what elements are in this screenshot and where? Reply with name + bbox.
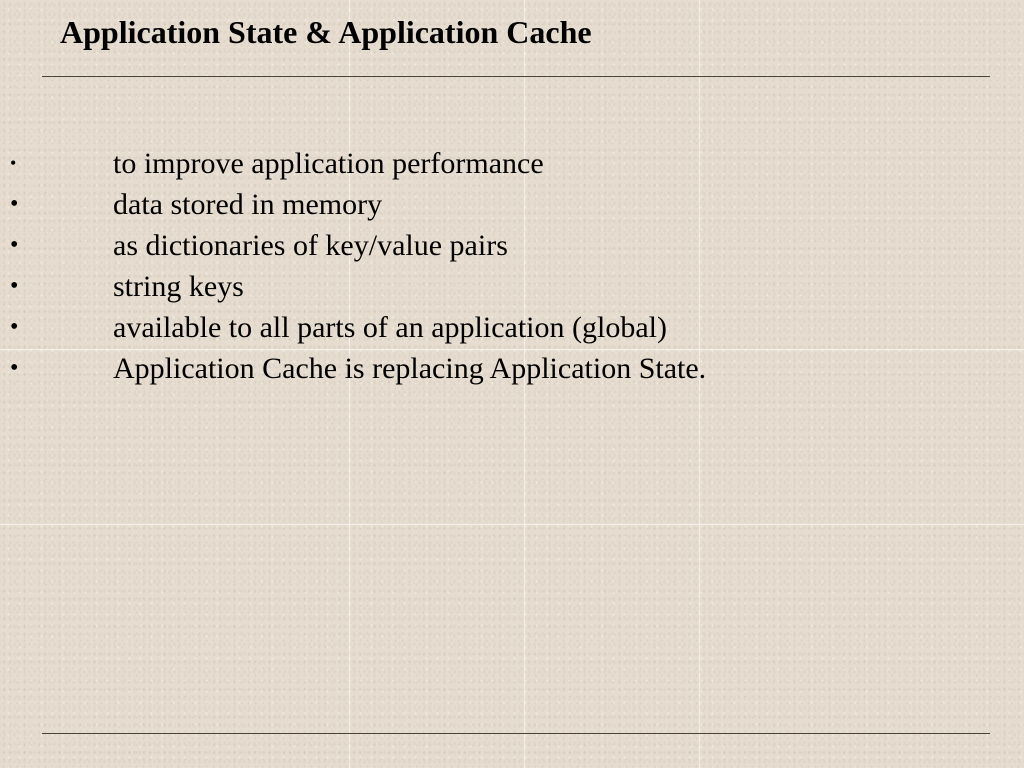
texture-seam (0, 524, 1024, 525)
bullet-text: data stored in memory (113, 188, 383, 221)
footer-divider (42, 733, 990, 734)
title-divider (42, 76, 990, 77)
bullet-marker: • (10, 273, 19, 299)
bullet-marker: • (10, 232, 19, 258)
bullet-text: to improve application performance (113, 147, 544, 180)
bullet-marker: • (10, 191, 19, 217)
bullet-marker: • (10, 314, 19, 340)
bullet-text: available to all parts of an application (global) (113, 311, 667, 344)
bullet-text: string keys (113, 270, 244, 303)
bullet-text: Application Cache is replacing Application State. (113, 352, 707, 385)
bullet-marker: • (10, 153, 17, 173)
slide-title: Application State & Application Cache (60, 14, 592, 50)
bullet-text: as dictionaries of key/value pairs (113, 229, 508, 262)
bullet-marker: • (10, 355, 19, 381)
